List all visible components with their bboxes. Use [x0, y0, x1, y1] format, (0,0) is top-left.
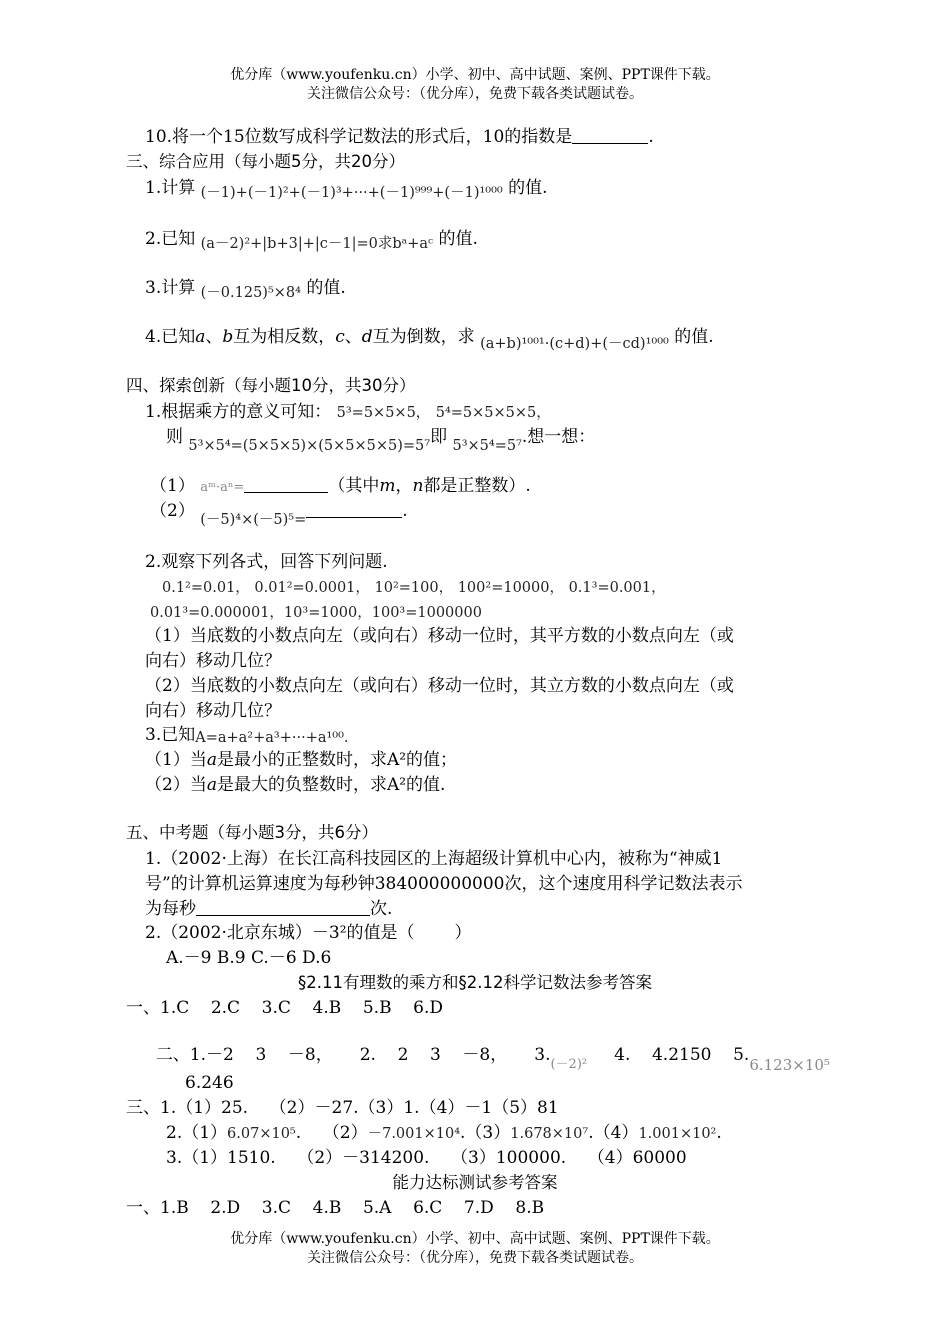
sec4-q2-sub-2: （2）当底数的小数点向左（或向右）移动一位时，其立方数的小数点向左（或 [145, 676, 734, 696]
sec4-q1-part-2 [150, 500, 408, 528]
header-line-2: 关注微信公众号：（优分库），免费下载各类试题试卷。 [307, 86, 643, 102]
sec4-q2-sub-1b: 向右）移动几位？ [145, 651, 281, 671]
q3p2-pre: （2）当 [145, 775, 207, 795]
sec4-q3-part-1 [145, 749, 457, 771]
answer-formula-4: 1.001×10² [638, 1126, 717, 1142]
formula-observe-line-1: 0.1²=0.01， 0.01²=0.0001， 10²=100， 100²=10000， 0.1³=0.001， [162, 580, 666, 596]
p2-label: （2） [150, 501, 195, 521]
a32-4: .（4） [588, 1123, 639, 1143]
sec5-q2-options: A.－9 B.9 C.－6 D.6 [166, 948, 332, 968]
q2-post: 的值. [438, 229, 478, 249]
q1-think: .想一想： [521, 427, 596, 447]
a32-end: . [716, 1123, 722, 1143]
formula-sum-powers: (－1)+(－1)²+(－1)³+···+(－1)⁹⁹⁹+(－1)¹⁰⁰⁰ [200, 185, 503, 201]
a32-2: . （2） [295, 1123, 368, 1143]
q3-post: 的值. [306, 278, 346, 298]
q2-post: ） [454, 923, 472, 943]
sec4-question-3 [145, 724, 349, 747]
q1-post: 的值. [508, 178, 548, 198]
var-a: a [195, 327, 206, 347]
sec3-question-3 [145, 277, 346, 300]
p1-post: （其中 [328, 476, 380, 496]
p1-label: （1） [150, 476, 195, 496]
q1-then: 则 [166, 427, 183, 447]
sec5-q1-line-1: 1.（2002·上海）在长江高科技园区的上海超级计算机中心内，被称为“神威1 [145, 849, 723, 869]
sec3-question-4 [145, 326, 714, 352]
q4-post: 的值. [674, 327, 714, 347]
formula-abs-equation: (a－2)²+|b+3|+|c－1|=0 [200, 236, 378, 252]
q3-pre: 3.计算 [145, 278, 196, 298]
sec5-q1-line-3 [145, 898, 392, 920]
q1-pre: 1.计算 [145, 178, 196, 198]
q3p1-post: 是最小的正整数时，求A²的值； [216, 750, 458, 770]
formula-product-long: 5³×5⁴=(5×5×5)×(5×5×5×5)=5⁷ [188, 438, 431, 454]
formula-power-0125: (－0.125)⁵×8⁴ [200, 285, 301, 301]
formula-neg-five: (－5)⁴×(－5)⁵= [200, 512, 307, 528]
q2-pre: 2.（2002·北京东城）－3²的值是（ [145, 923, 415, 943]
formula-A-definition: A=a+a²+a³+···+a¹⁰⁰. [195, 730, 349, 746]
a32-3: .（3） [460, 1123, 511, 1143]
p1-sep: ， [395, 476, 413, 496]
sec4-q1-part-1 [150, 475, 531, 499]
sec4-question-1-intro [145, 401, 551, 424]
q2-mid: 求 [377, 236, 393, 252]
q10-end: . [648, 127, 654, 147]
answers-title-2: 能力达标测试参考答案 [392, 1173, 558, 1192]
answers-line-b1: 一、1.B 2.D 3.C 4.B 5.A 6.C 7.D 8.B [126, 1198, 545, 1218]
formula-observe-line-2: 0.01³=0.000001，10³=1000，100³=1000000 [150, 605, 482, 621]
formula-am-an: aᵐ·aⁿ= [200, 480, 245, 495]
var-a: a [206, 750, 217, 770]
answers-line-2 [145, 1022, 830, 1074]
answer-formula-3: 1.678×10⁷ [510, 1126, 589, 1142]
q4-mid4: 互为倒数，求 [372, 327, 475, 347]
q10-text: 10.将一个15位数写成科学记数法的形式后，10的指数是 [145, 127, 573, 147]
answer-blank [244, 476, 328, 493]
q1-intro: 1.根据乘方的意义可知： [145, 402, 332, 422]
answers-line-2b: 6.246 [185, 1073, 234, 1093]
formula-five-fourth: 5⁴=5×5×5×5， [435, 405, 551, 421]
formula-five-cubed: 5³=5×5×5， [336, 405, 431, 421]
sec4-q3-part-2 [145, 774, 445, 796]
var-a: a [206, 775, 217, 795]
answers-line-3-3: 3.（1）1510. （2）－314200. （3）100000. （4）60000 [166, 1148, 687, 1168]
formula-neg2-squared: (－2)² [550, 1057, 588, 1072]
sec5-question-2 [145, 922, 472, 944]
p2-end: . [402, 501, 408, 521]
q4-pre: 4.已知 [145, 327, 196, 347]
formula-product-short: 5³×5⁴=5⁷ [452, 438, 522, 454]
answers-line-1: 一、1.C 2.C 3.C 4.B 5.B 6.D [126, 998, 444, 1018]
sec4-q2-sub-1: （1）当底数的小数点向左（或向右）移动一位时，其平方数的小数点向左（或 [145, 626, 734, 646]
var-b: b [222, 327, 234, 347]
answers-title-1: §2.11有理数的乘方和§2.12科学记数法参考答案 [298, 973, 652, 992]
q1-ji: 即 [430, 427, 448, 447]
section-5-title: 五、中考题（每小题3分，共6分） [126, 823, 378, 842]
formula-ab-cd: (a+b)¹⁰⁰¹·(c+d)+(－cd)¹⁰⁰⁰ [480, 336, 669, 352]
question-10 [145, 126, 654, 148]
a2-4: 4. 4.2150 5. [614, 1045, 750, 1065]
sec4-q2-sub-2b: 向右）移动几位？ [145, 701, 281, 721]
sec4-question-2-intro: 2.观察下列各式，回答下列问题. [145, 552, 388, 572]
footer-line-2: 关注微信公众号：（优分库），免费下载各类试题试卷。 [307, 1250, 643, 1266]
var-m: m [379, 476, 396, 496]
answer-formula-2: －7.001×10⁴ [367, 1126, 461, 1142]
section-3-title: 三、综合应用（每小题5分，共20分） [126, 152, 405, 171]
q1l3-post: 次. [370, 899, 393, 919]
section-4-title: 四、探索创新（每小题10分，共30分） [126, 376, 416, 395]
answer-blank [306, 501, 402, 518]
q4-mid3: 、 [344, 327, 362, 347]
answer-formula-1: 6.07×10⁵ [227, 1126, 296, 1142]
q2-pre: 2.已知 [145, 229, 196, 249]
p1-end: 都是正整数）. [423, 476, 531, 496]
sec5-q1-line-2: 号”的计算机运算速度为每秒钟384000000000次，这个速度用科学记数法表示 [145, 874, 743, 894]
sec3-question-1 [145, 177, 548, 200]
q3-pre: 3.已知 [145, 725, 196, 745]
answers-line-3-2 [166, 1122, 722, 1145]
var-c: c [335, 327, 345, 347]
a2-pre: 二、1.－2 3 －8， 2. 2 3 －8， 3. [155, 1045, 551, 1065]
q4-mid2: 互为相反数， [233, 327, 336, 347]
q4-mid1: 、 [205, 327, 223, 347]
var-d: d [361, 327, 373, 347]
a32-1: 2.（1） [166, 1123, 228, 1143]
q3p1-pre: （1）当 [145, 750, 207, 770]
var-n: n [412, 476, 424, 496]
formula-b-a-c: bᵃ+aᶜ [392, 236, 434, 252]
header-line-1: 优分库（www.youfenku.cn）小学、初中、高中试题、案例、PPT课件下载。 [230, 67, 720, 83]
answers-line-3-1: 三、1.（1）25. （2）－27.（3）1.（4）－1（5）81 [126, 1098, 559, 1118]
sec4-question-1-then [166, 426, 596, 454]
sec3-question-2 [145, 228, 478, 251]
footer-line-1: 优分库（www.youfenku.cn）小学、初中、高中试题、案例、PPT课件下载。 [230, 1231, 720, 1247]
q1l3-pre: 为每秒 [145, 899, 196, 919]
answer-blank [572, 127, 648, 144]
formula-sci-6123: 6.123×10⁵ [749, 1056, 830, 1074]
answer-blank [196, 899, 370, 916]
q3p2-post: 是最大的负整数时，求A²的值. [216, 775, 446, 795]
